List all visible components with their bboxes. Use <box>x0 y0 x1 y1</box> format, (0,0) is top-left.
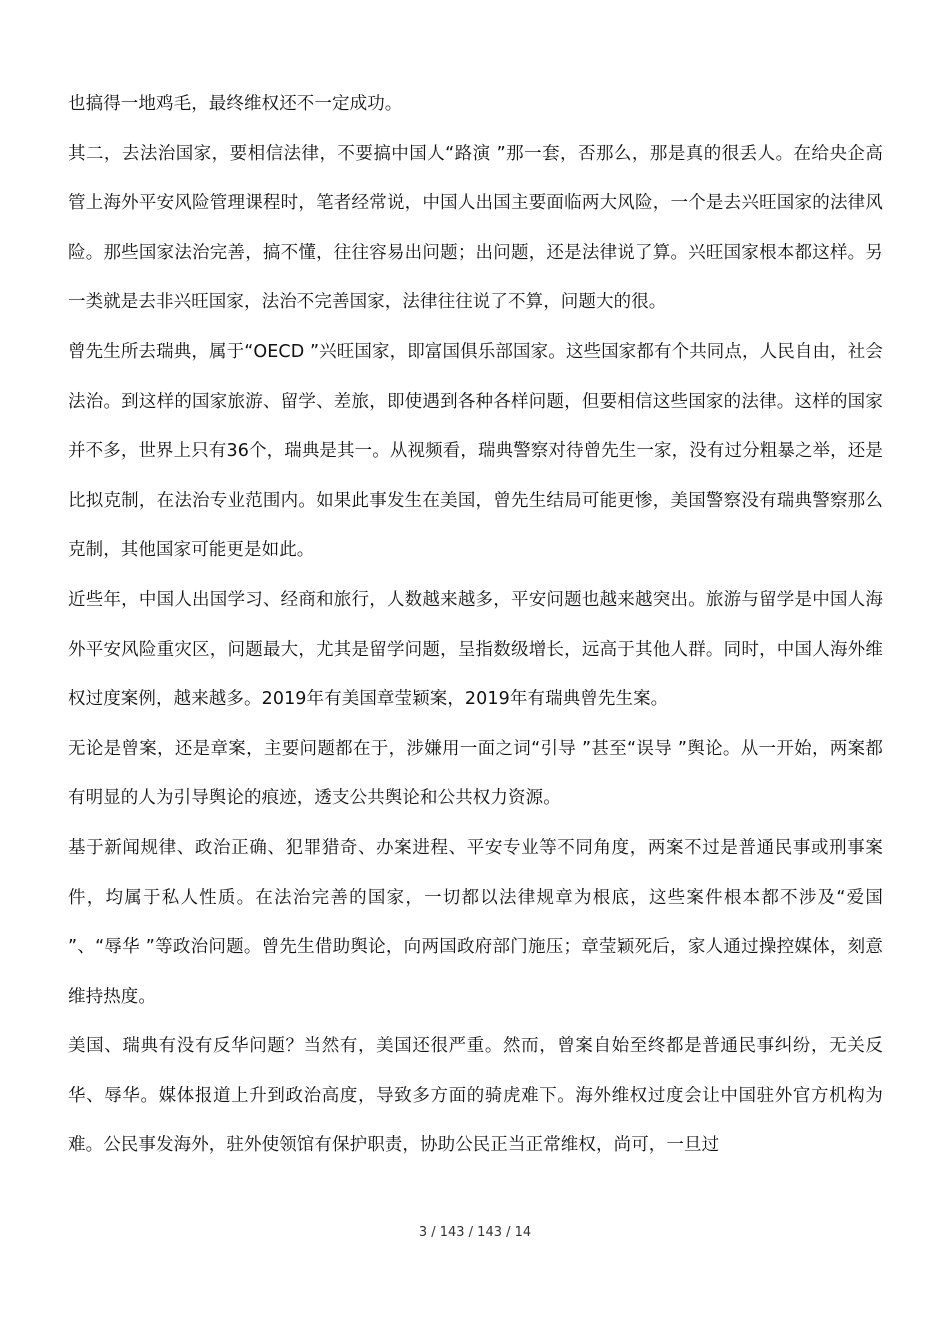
paragraph-4: 近些年，中国人出国学习、经商和旅行，人数越来越多，平安问题也越来越突出。旅游与留学是中国人海外平安风险重灾区，问题最大，尤其是留学问题，呈指数级增长，远高于其他人群。同时，中国人海外维权过度案例，越来越多。2019年有美国章莹颖案，2019年有瑞典曾先生案。 <box>68 589 883 710</box>
paragraph-1: 也搞得一地鸡毛，最终维权还不一定成功。 <box>68 94 403 114</box>
paragraph-7: 美国、瑞典有没有反华问题？当然有，美国还很严重。然而，曾案自始至终都是普通民事纠纷，无关反华、辱华。媒体报道上升到政治高度，导致多方面的骑虎难下。海外维权过度会让中国驻外官方机构为难。公民事发海外，驻外使领馆有保护职责，协助公民正当正常维权，尚可，一旦过 <box>68 1036 883 1156</box>
paragraph-5: 无论是曾案，还是章案，主要问题都在于，涉嫌用一面之词“引导 ”甚至“误导 ”舆论。从一开始，两案都有明显的人为引导舆论的痕迹，透支公共舆论和公共权力资源。 <box>68 738 883 809</box>
document-body <box>68 80 883 1171</box>
paragraph-3: 曾先生所去瑞典，属于“OECD ”兴旺国家，即富国俱乐部国家。这些国家都有个共同点，人民自由，社会法治。到这样的国家旅游、留学、差旅，即使遇到各种各样问题，但要相信这些国家的法律。这样的国家并不多，世界上只有36个，瑞典是其一。从视频看，瑞典警察对待曾先生一家，没有过分粗暴之举，还是比拟克制，在法治专业范围内。如果此事发生在美国，曾先生结局可能更惨，美国警察没有瑞典警察那么克制，其他国家可能更是如此。 <box>68 341 883 561</box>
paragraph-6: 基于新闻规律、政治正确、犯罪猎奇、办案进程、平安专业等不同角度，两案不过是普通民事或刑事案件，均属于私人性质。在法治完善的国家，一切都以法律规章为根底，这些案件根本都不涉及“爱国 ”、“辱华 ”等政治问题。曾先生借助舆论，向两国政府部门施压；章莹颖死后，家人通过操控媒体，刻意维持热度。 <box>68 837 883 1007</box>
paragraph-2: 其二，去法治国家，要相信法律，不要搞中国人“路演 ”那一套，否那么，那是真的很丢人。在给央企高管上海外平安风险管理课程时，笔者经常说，中国人出国主要面临两大风险，一个是去兴旺国家的法律风险。那些国家法治完善，搞不懂，往往容易出问题；出问题，还是法律说了算。兴旺国家根本都这样。另一类就是去非兴旺国家，法治不完善国家，法律往往说了不算，问题大的很。 <box>68 143 883 313</box>
page-number-footer: 3 / 143 / 143 / 14 <box>418 1225 532 1240</box>
